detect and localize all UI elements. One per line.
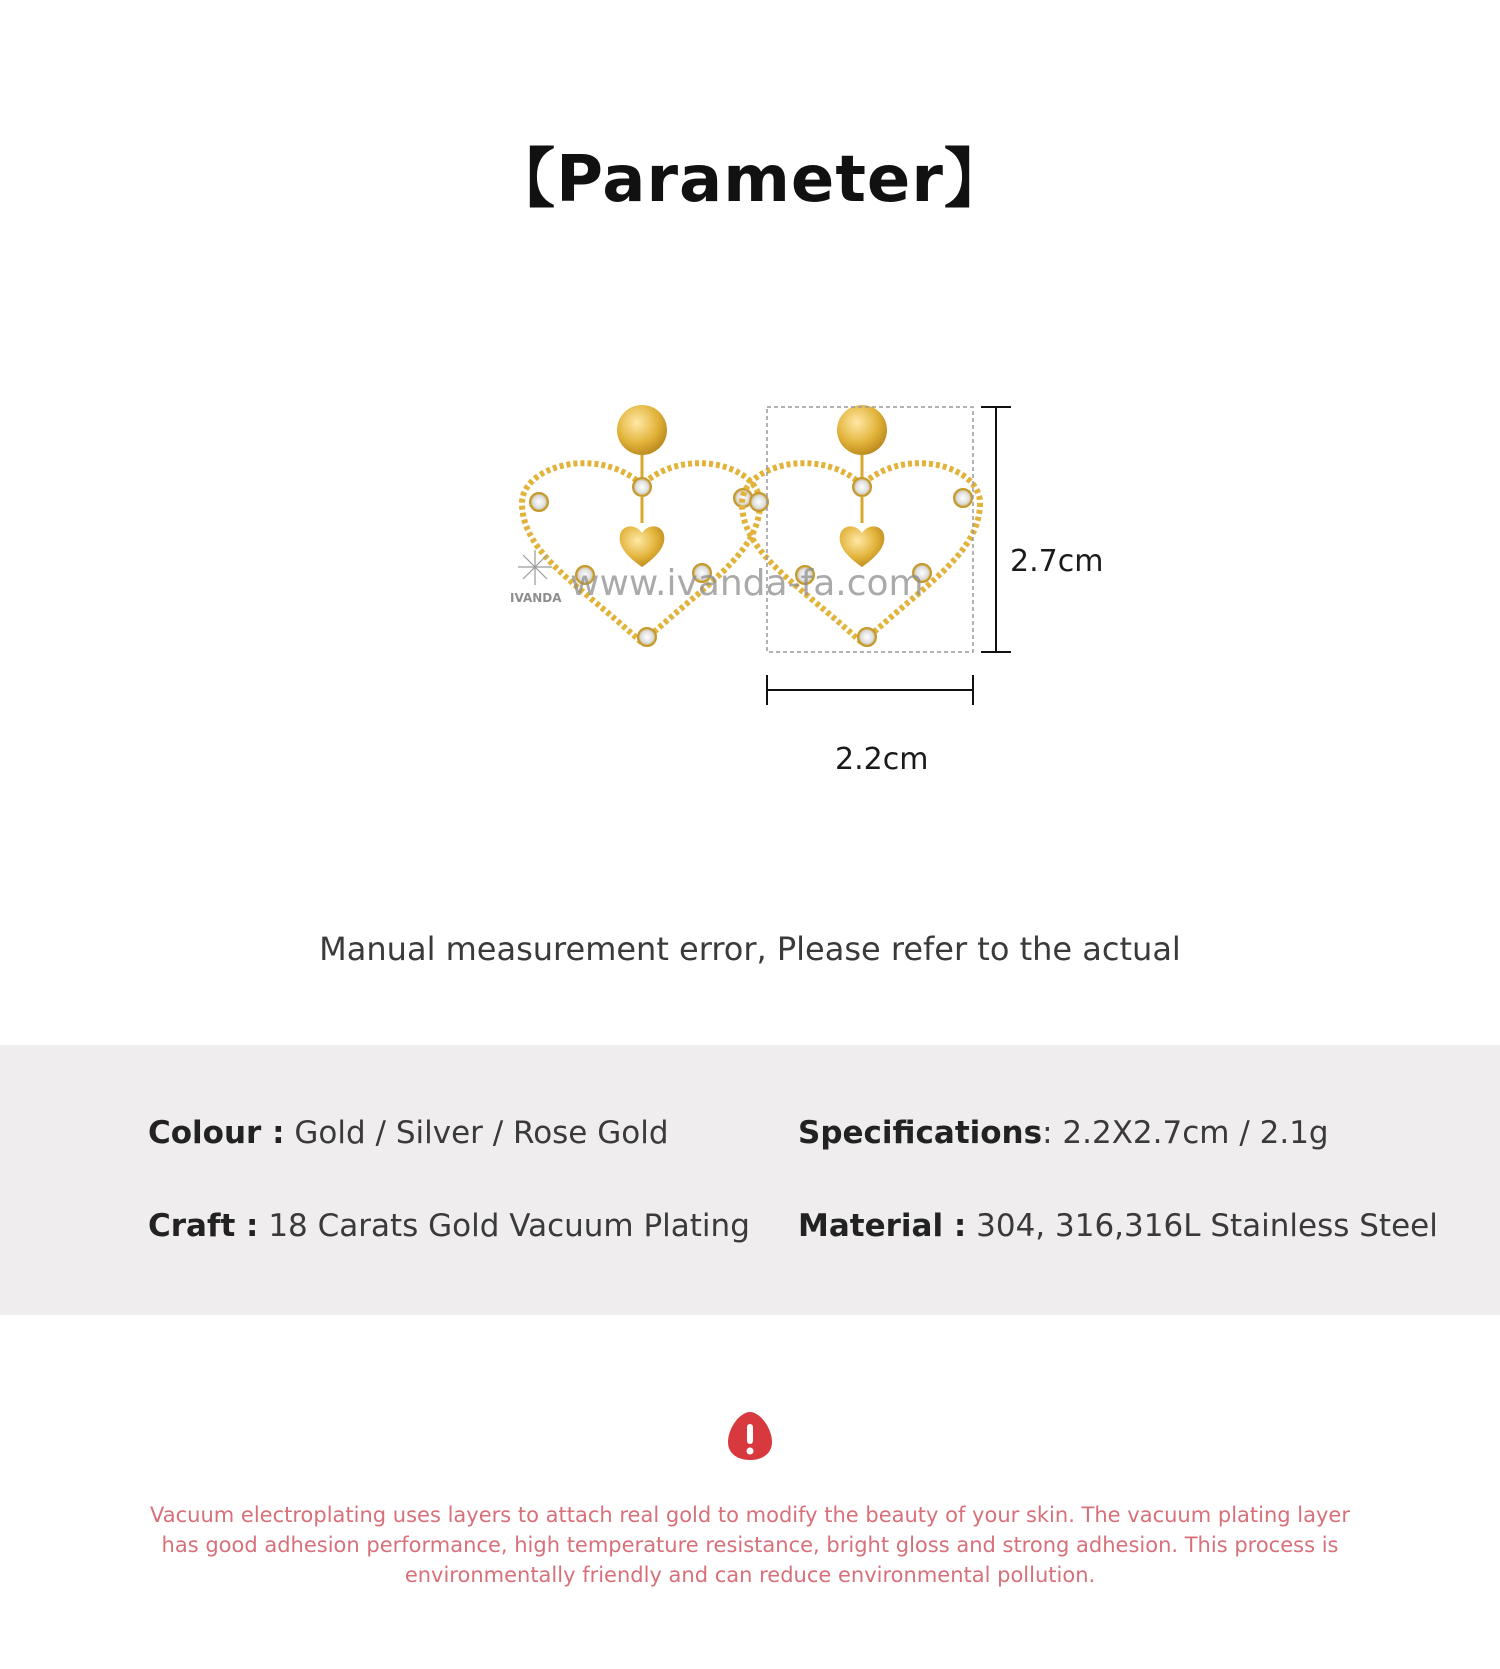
spec-specifications-value: : 2.2X2.7cm / 2.1g	[1042, 1115, 1329, 1151]
spec-material-value: 304, 316,316L Stainless Steel	[976, 1208, 1438, 1244]
spec-material	[798, 1208, 1438, 1244]
height-dimension-label: 2.7cm	[1010, 544, 1104, 579]
exclamation-shield-icon	[726, 1410, 774, 1462]
width-dimension-label: 2.2cm	[835, 742, 929, 777]
watermark-brand: IVANDA	[510, 591, 562, 605]
spec-colour-label: Colour :	[148, 1115, 285, 1151]
product-image	[480, 405, 1120, 785]
spec-craft	[148, 1208, 750, 1244]
left-earring	[522, 405, 760, 646]
measurement-note: Manual measurement error, Please refer to the actual	[319, 930, 1181, 968]
spec-colour	[148, 1115, 669, 1151]
right-earring	[742, 405, 980, 646]
page-title: 【Parameter】	[491, 143, 1009, 217]
height-marker	[981, 407, 1011, 652]
spec-specifications-label: Specifications	[798, 1115, 1043, 1151]
watermark-star-icon	[518, 550, 552, 585]
spec-craft-label: Craft :	[148, 1208, 259, 1244]
spec-colour-value: Gold / Silver / Rose Gold	[294, 1115, 669, 1151]
plating-info-text: Vacuum electroplating uses layers to attach real gold to modify the beauty of your skin. The vacuum plating layer has good adhesion performance, high temperature resistance, bright gloss and strong adhesion. This process is environmentally friendly and can reduce environmental pollution.	[150, 1503, 1350, 1587]
spec-panel	[0, 1045, 1500, 1315]
spec-craft-value: 18 Carats Gold Vacuum Plating	[268, 1208, 750, 1244]
width-marker	[767, 675, 973, 705]
watermark-url: www.ivanda-fa.com	[570, 563, 924, 604]
spec-specifications	[798, 1115, 1329, 1151]
spec-material-label: Material :	[798, 1208, 967, 1244]
